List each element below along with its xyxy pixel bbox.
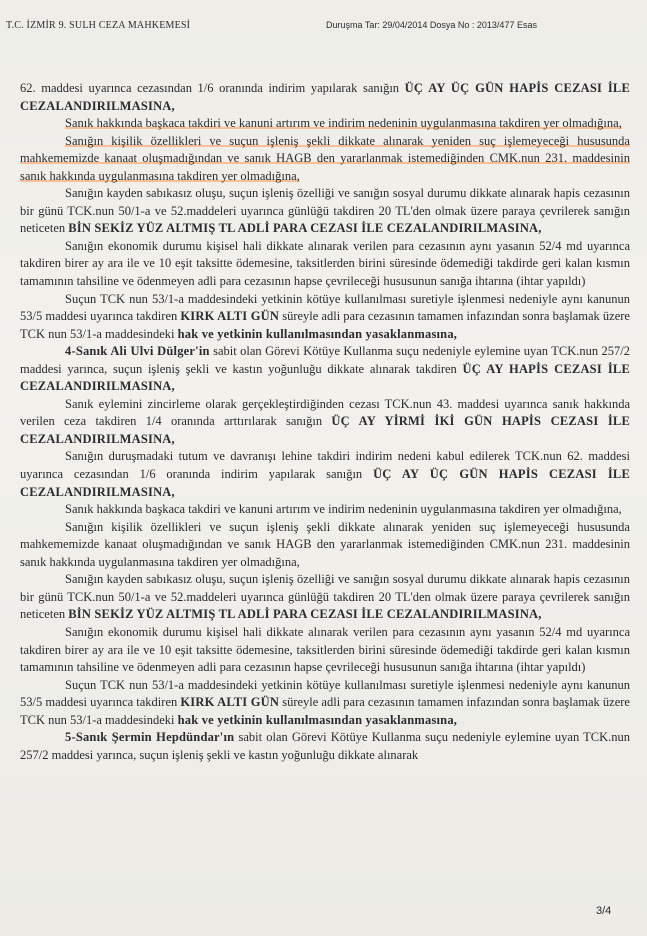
bold-text: KIRK ALTI GÜN — [180, 695, 280, 710]
paragraph — [20, 133, 630, 186]
paragraph-text: Sanığın ekonomik durumu kişisel hali dikkate alınarak verilen para cezasının aynı yasanın 52/4 md uyarınca takdiren birer ay ara ile ve 10 eşit taksitte ödemesine, taksitlerden birini süresinde ödemediği takdirde geri kalan kısmın tamamının tahsiline ve ödenmeyen adli para cezasının hapse çevrileceği hususunun sanığa ihtarına (ihtar yapıldı) — [20, 624, 630, 675]
hearing-info: Duruşma Tar: 29/04/2014 Dosya No : 2013/477 Esas — [326, 20, 537, 30]
paragraph — [20, 677, 630, 730]
paragraph — [20, 343, 630, 396]
bold-text: hak ve yetkinin kullanılmasından yasaklanmasına, — [177, 326, 458, 341]
bold-text: ÜÇ AY YİRMİ İKİ GÜN HAPİS CEZASI İLE CEZALANDIRILMASINA, — [20, 414, 630, 446]
paragraph — [20, 501, 630, 519]
paragraph — [20, 291, 630, 344]
bold-text: 4-Sanık Ali Ulvi Dülger'in — [65, 344, 210, 359]
paragraph-text: sabit olan Görevi Kötüye Kullanma suçu nedeniyle eylemine uyan TCK.nun 257/2 maddesi yarınca, suçun işleniş şekli ve kastın yoğunluğu dikkate alınarak — [20, 730, 630, 762]
paragraph-text: Sanık hakkında başkaca takdiri ve kanuni artırım ve indirim nedeninin uygulanmasına takdiren yer olmadığına, — [65, 116, 622, 131]
paragraph-text: Sanığın ekonomik durumu kişisel hali dikkate alınarak verilen para cezasının aynı yasanın 52/4 md uyarınca takdiren birer ay ara ile ve 10 eşit taksitte ödemesine, taksitlerden birini süresinde ödemediği takdirde geri kalan kısmın tamamının tahsiline ve ödenmeyen adli para cezasının hapse çevrileceği hususunun sanığa ihtarına (ihtar yapıldı) — [20, 238, 630, 289]
document-body — [20, 80, 630, 764]
bold-text: BİN SEKİZ YÜZ ALTMIŞ TL ADLİ PARA CEZASI İLE CEZALANDIRILMASINA, — [68, 607, 542, 622]
paragraph — [20, 571, 630, 624]
page-number: 3/4 — [596, 905, 612, 917]
paragraph-text: Sanığın kayden sabıkasız oluşu, suçun işleniş özelliği ve sanığın sosyal durumu dikkate alınarak hapis cezasının bir günü TCK.nun 50/1-a ve 52.maddeleri uyarınca günlüğü takdiren 20 TL'den olmak üzere paraya çevrilerek sanığın neticeten — [20, 186, 630, 236]
paragraph — [20, 115, 630, 133]
court-name: T.C. İZMİR 9. SULH CEZA MAHKEMESİ — [6, 20, 191, 31]
paragraph-text: Sanığın kayden sabıkasız oluşu, suçun işleniş özelliği ve sanığın sosyal durumu dikkate alınarak hapis cezasının bir günü TCK.nun 50/1-a ve 52.maddeleri uyarınca günlüğü takdiren 20 TL'den olmak üzere paraya çevrilerek sanığın neticeten — [20, 572, 630, 622]
paragraph-text: Suçun TCK nun 53/1-a maddesindeki yetkinin kötüye kullanılması suretiyle işlenmesi nedeniyle aynı kanunun 53/5 maddesi uyarınca takdiren — [20, 677, 630, 710]
paragraph-text: Sanığın kişilik özellikleri ve suçun işleniş şekli dikkate alınarak yeniden suç işlemeyeceği hususunda mahkememizde kanaat oluşmadığından ve sanık HAGB den yararlanmak istemediğinden CMK.nun 231. maddesinin sanık hakkında uygulanmasına takdiren yer olmadığına, — [20, 519, 630, 569]
paragraph — [20, 238, 630, 291]
paragraph-text: Suçun TCK nun 53/1-a maddesindeki yetkinin kötüye kullanılması suretiyle işlenmesi nedeniyle aynı kanunun 53/5 maddesi uyarınca takdiren — [20, 291, 630, 324]
paragraph-text: Sanık eylemini zincirleme olarak gerçekleştirdiğinden cezası TCK.nun 43. maddesi uyarınca sanık hakkında verilen ceza takdiren 1/4 oranında arttırılarak sanığın — [20, 396, 630, 429]
paragraph — [20, 448, 630, 501]
bold-text: hak ve yetkinin kullanılmasından yasaklanmasına, — [177, 712, 458, 727]
paragraph — [20, 185, 630, 238]
paragraph-text: Sanık hakkında başkaca takdiri ve kanuni artırım ve indirim nedeninin uygulanmasına takdiren yer olmadığına, — [65, 502, 622, 517]
highlighted-text — [20, 134, 630, 183]
paragraph — [20, 624, 630, 677]
paragraph — [20, 729, 630, 764]
bold-text: ÜÇ AY ÜÇ GÜN HAPİS CEZASI İLE CEZALANDIRILMASINA, — [20, 467, 630, 499]
bold-text: 5-Sanık Şermin Hepdündar'ın — [65, 730, 235, 745]
paragraph — [20, 80, 630, 115]
paragraph-text: Sanığın duruşmadaki tutum ve davranışı lehine takdiri indirim nedeni kabul edilerek TCK.nun 62. maddesi uyarınca cezasından 1/6 oranında indirim yapılarak sanığın — [20, 449, 630, 482]
paragraph-text: Sanığın kişilik özellikleri ve suçun işleniş şekli dikkate alınarak yeniden suç işlemeyeceği hususunda mahkememizde kanaat oluşmadığından ve sanık HAGB den yararlanmak istemediğinden CMK.nun 231. maddesinin sanık hakkında uygulanmasına takdiren yer olmadığına, — [20, 133, 630, 183]
bold-text: BİN SEKİZ YÜZ ALTMIŞ TL ADLİ PARA CEZASI İLE CEZALANDIRILMASINA, — [68, 221, 542, 236]
bold-text: ÜÇ AY HAPİS CEZASI İLE CEZALANDIRILMASINA, — [20, 361, 630, 394]
highlighted-text — [65, 116, 622, 130]
paragraph — [20, 519, 630, 572]
paragraph-text: sabit olan Görevi Kötüye Kullanma suçu nedeniyle eylemine uyan TCK.nun 257/2 maddesi yarınca, suçun işleniş şekli ve kastın yoğunluğu dikkate alınarak takdiren — [20, 344, 630, 376]
paragraph-text: 62. maddesi uyarınca cezasından 1/6 oranında indirim yapılarak sanığın — [20, 81, 405, 95]
paragraph-text: süreyle adli para cezasının tamamen infazından sonra başlamak üzere TCK nun 53/1-a maddesindeki — [20, 309, 630, 341]
paragraph — [20, 396, 630, 449]
page-header — [0, 18, 647, 38]
bold-text: KIRK ALTI GÜN — [180, 309, 280, 324]
paragraph-text: süreyle adli para cezasının tamamen infazından sonra başlamak üzere TCK nun 53/1-a maddesindeki — [20, 695, 630, 727]
bold-text: ÜÇ AY ÜÇ GÜN HAPİS CEZASI İLE CEZALANDIRILMASINA, — [20, 81, 630, 113]
